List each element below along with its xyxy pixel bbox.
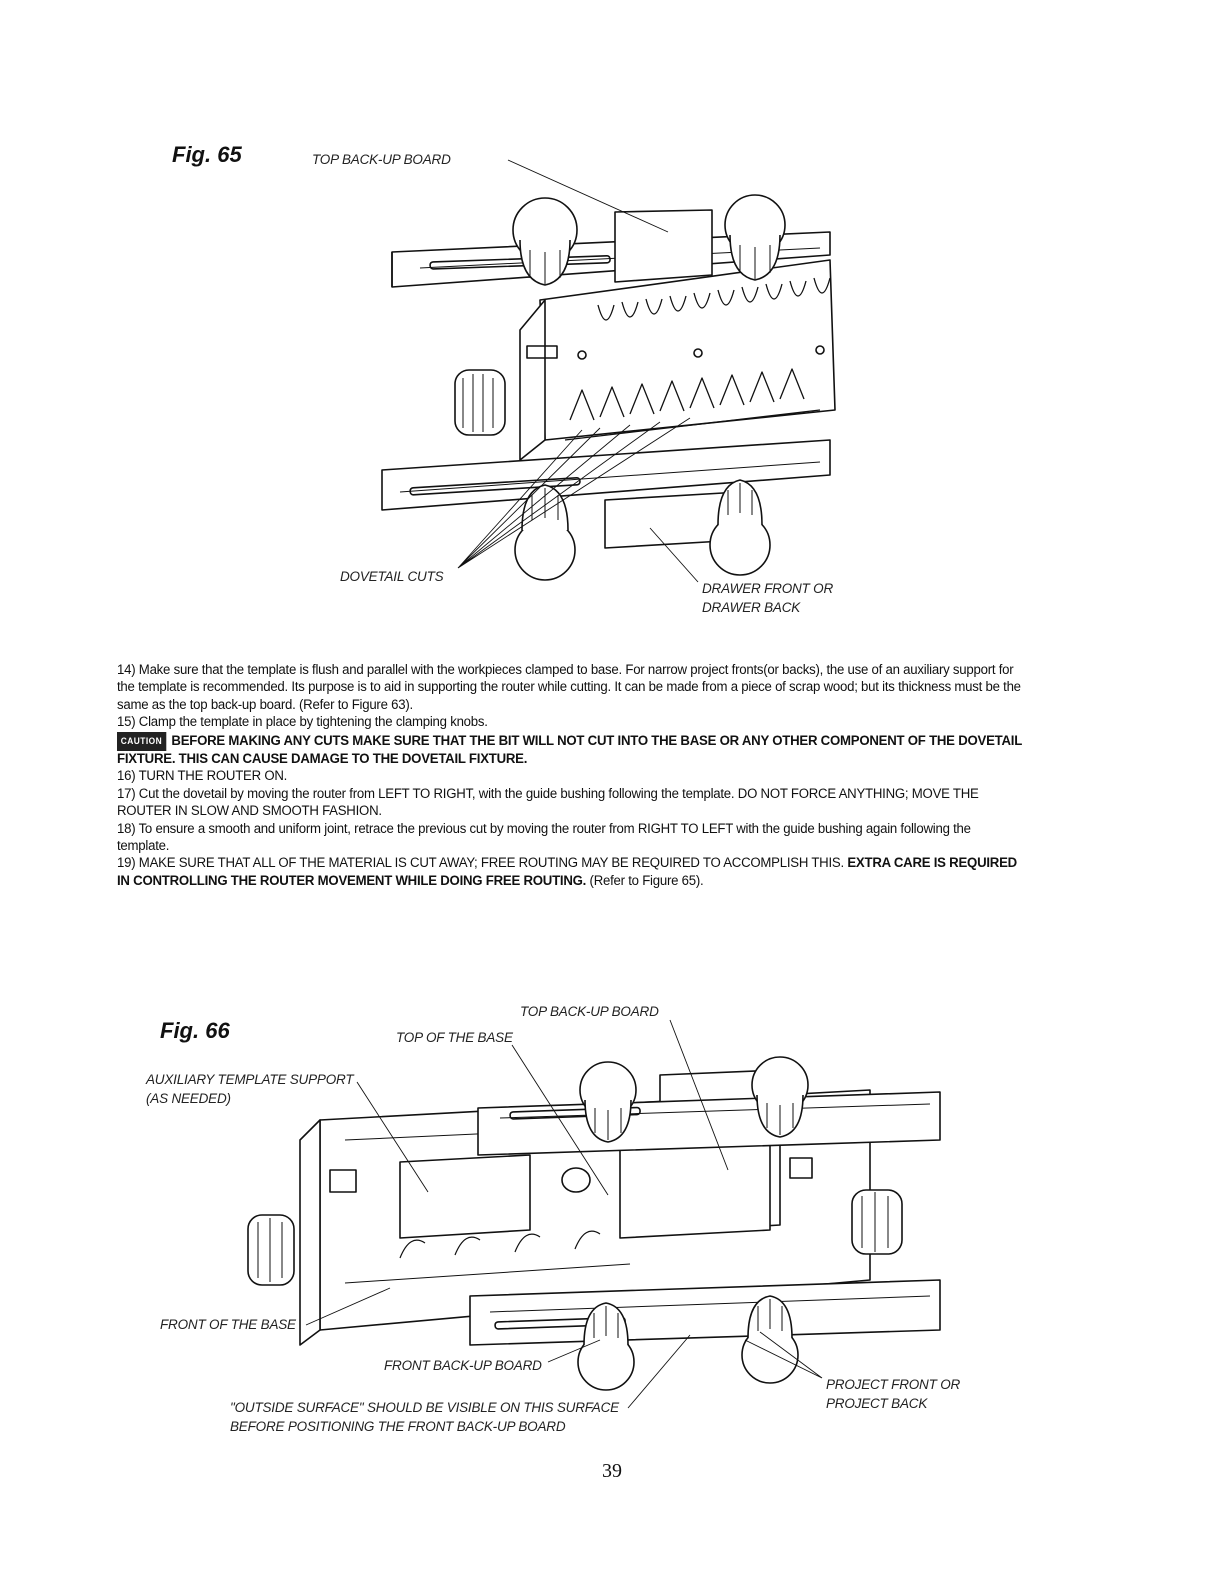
fig65-drawer-back-label: DRAWER BACK: [702, 600, 801, 615]
fig66-as-needed-label: (AS NEEDED): [146, 1091, 231, 1106]
step-16: 16) TURN THE ROUTER ON.: [117, 768, 288, 785]
fig66-aux-support-label: AUXILIARY TEMPLATE SUPPORT: [146, 1072, 354, 1087]
instructions-text: [117, 662, 1024, 890]
fig66-project-front-label: PROJECT FRONT OR: [826, 1377, 961, 1392]
fig66-top-backup-board-label: TOP BACK-UP BOARD: [520, 1004, 659, 1019]
step-19-text: 19) MAKE SURE THAT ALL OF THE MATERIAL IS CUT AWAY; FREE ROUTING MAY BE REQUIRED TO ACCOMPLISH THIS.: [117, 855, 844, 872]
figure-65-label: Fig. 65: [172, 142, 242, 167]
page-number: 39: [602, 1460, 622, 1482]
fig66-front-backup-board-label: FRONT BACK-UP BOARD: [384, 1358, 542, 1373]
fig65-drawer-front-label: DRAWER FRONT OR: [702, 581, 833, 596]
fig66-top-of-base-label: TOP OF THE BASE: [396, 1030, 513, 1045]
caution-text: BEFORE MAKING ANY CUTS MAKE SURE THAT THE BIT WILL NOT CUT INTO THE BASE OR ANY OTHER COMPONENT OF THE DOVETAIL FIXTURE. THIS CAN CAUSE DAMAGE TO THE DOVETAIL FIXTURE.: [117, 732, 1022, 768]
fig66-outside-surface-label: "OUTSIDE SURFACE" SHOULD BE VISIBLE ON THIS SURFACE: [230, 1400, 619, 1415]
step-19-reference: (Refer to Figure 65).: [589, 872, 704, 889]
step-14: 14) Make sure that the template is flush and parallel with the workpieces clamped to base. For narrow project fronts(or backs), the use of an auxiliary support for the template is recommended. Its purpose is to aid in supporting the router while cutting. It can be made from a piece of scrap wood; but its thickness must be the same as the top back-up board. (Refer to Figure 63).: [117, 662, 1021, 713]
fig66-before-positioning-label: BEFORE POSITIONING THE FRONT BACK-UP BOARD: [230, 1419, 566, 1434]
step-19-emphasis: EXTRA CARE IS REQUIRED IN CONTROLLING THE ROUTER MOVEMENT WHILE DOING FREE ROUTING.: [117, 855, 1017, 889]
fig65-top-backup-board-label: TOP BACK-UP BOARD: [312, 152, 451, 167]
figure-65-drawing: [0, 0, 1224, 660]
figure-66-label: Fig. 66: [160, 1018, 230, 1043]
fig66-project-back-label: PROJECT BACK: [826, 1396, 928, 1411]
caution-icon: CAUTION: [117, 732, 166, 751]
caution-paragraph: [117, 732, 1024, 769]
step-19: [117, 855, 1024, 890]
fig65-dovetail-cuts-label: DOVETAIL CUTS: [340, 569, 444, 584]
step-15: 15) Clamp the template in place by tightening the clamping knobs.: [117, 714, 488, 731]
fig66-front-of-base-label: FRONT OF THE BASE: [160, 1317, 296, 1332]
step-18: 18) To ensure a smooth and uniform joint, retrace the previous cut by moving the router from RIGHT TO LEFT with the guide bushing again following the template.: [117, 820, 971, 855]
step-17: 17) Cut the dovetail by moving the router from LEFT TO RIGHT, with the guide bushing following the template. DO NOT FORCE ANYTHING; MOVE THE ROUTER IN SLOW AND SMOOTH FASHION.: [117, 785, 979, 820]
